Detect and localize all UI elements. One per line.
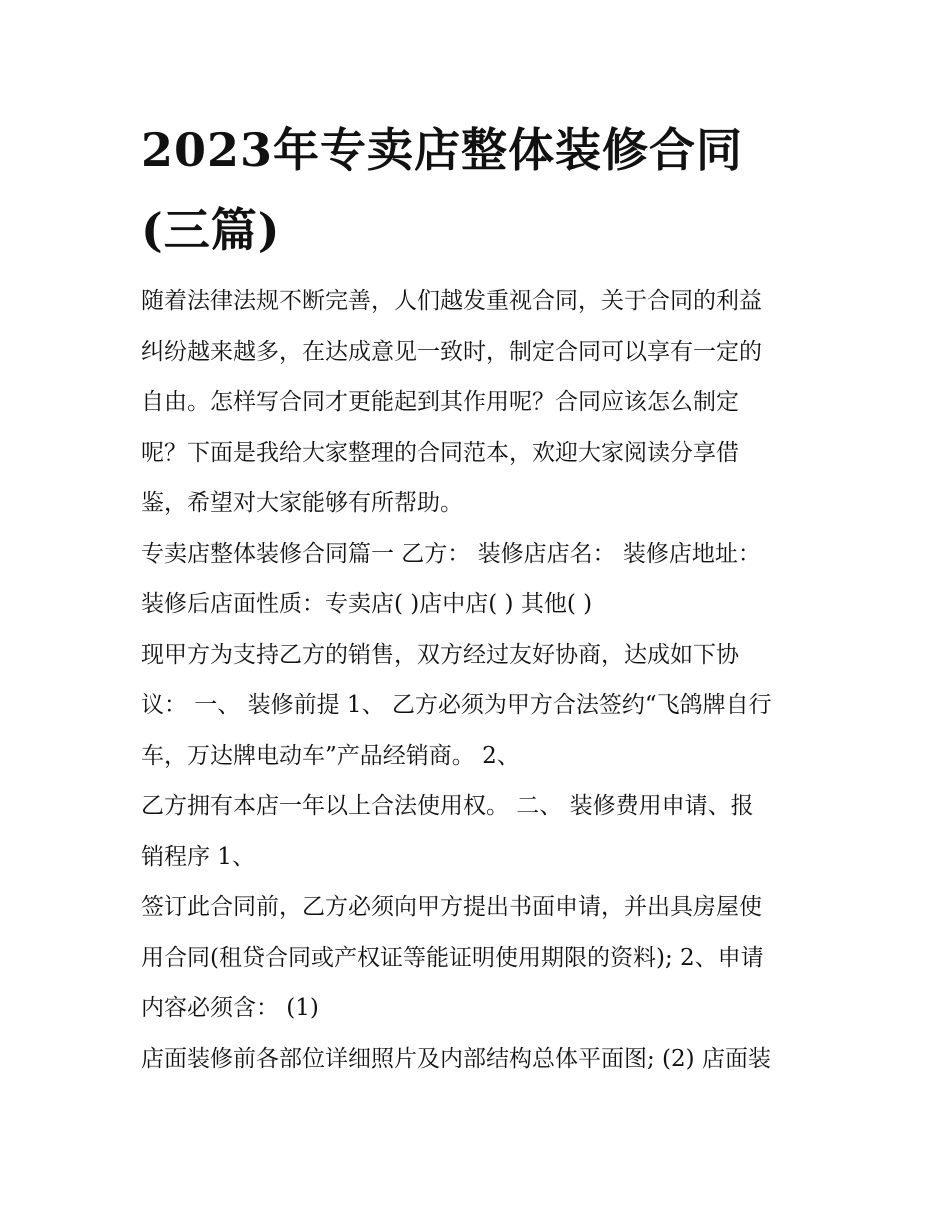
text-line: 乙方拥有本店一年以上合法使用权。 二、 装修费用申请、报: [141, 793, 754, 819]
text-line: 自由。怎样写合同才更能起到其作用呢？合同应该怎么制定: [141, 389, 739, 415]
text-line: 专卖店整体装修合同篇一 乙方： 装修店店名： 装修店地址：: [141, 540, 761, 567]
title-line: 2023年专卖店整体装修合同: [141, 123, 744, 177]
document-title: [141, 110, 821, 270]
text-line: 销程序 1、: [141, 843, 255, 870]
text-line: 用合同(租贷合同或产权证等能证明使用期限的资料); 2、申请: [141, 944, 764, 971]
agreement-paragraph: [141, 630, 821, 782]
text-line: 纠纷越来越多，在达成意见一致时，制定合同可以享有一定的: [141, 338, 762, 365]
text-line: 鉴，希望对大家能够有所帮助。: [141, 490, 463, 516]
text-line: 现甲方为支持乙方的销售，双方经过友好协商，达成如下协: [141, 641, 739, 668]
clause-paragraph: [141, 781, 821, 882]
text-line: 店面装修前各部位详细照片及内部结构总体平面图; (2) 店面装: [141, 1045, 771, 1072]
photos-paragraph: [141, 1034, 821, 1085]
application-paragraph: [141, 882, 821, 1034]
document-page: [141, 110, 821, 1084]
text-line: 随着法律法规不断完善，人们越发重视合同，关于合同的利益: [141, 288, 762, 314]
text-line: 呢？下面是我给大家整理的合同范本，欢迎大家阅读分享借: [141, 439, 739, 466]
title-line: (三篇): [141, 203, 281, 257]
contract-header-paragraph: [141, 529, 821, 630]
intro-paragraph: [141, 276, 821, 529]
text-line: 议： 一、 装修前提 1、 乙方必须为甲方合法签约“飞鸽牌自行: [141, 692, 772, 718]
text-line: 内容必须含： (1): [141, 995, 319, 1021]
text-line: 装修后店面性质：专卖店( )店中店( ) 其他( ): [141, 591, 593, 617]
text-line: 车，万达牌电动车”产品经销商。 2、: [141, 742, 520, 769]
text-line: 签订此合同前，乙方必须向甲方提出书面申请，并出具房屋使: [141, 894, 762, 920]
